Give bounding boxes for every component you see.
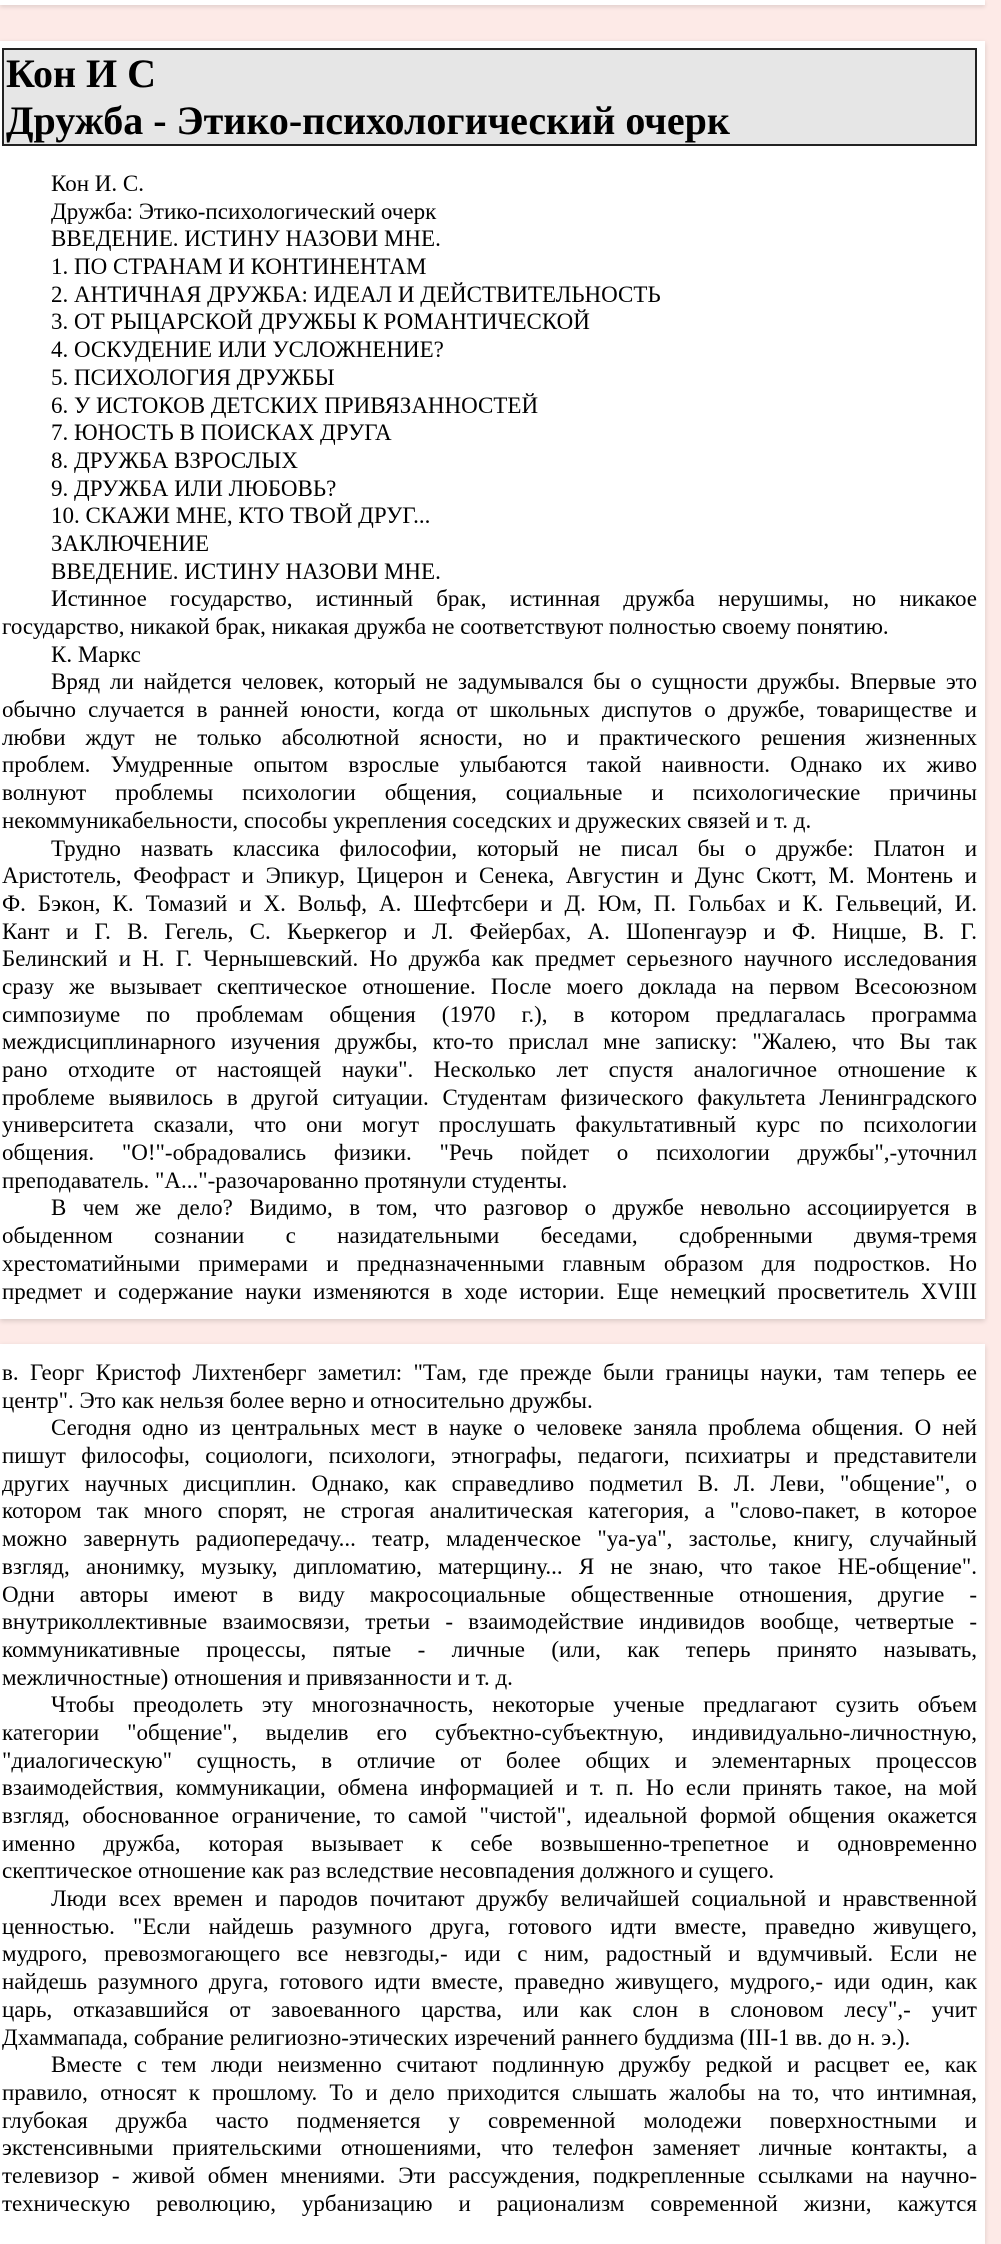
- text-line: экстенсивными приятельскими отношениями, что телефон заменяет личные контакты, а: [2, 2135, 977, 2161]
- text-line: проблеме выявилось в другой ситуации. Студентам физического факультета Ленинградского: [2, 1084, 977, 1110]
- text-line: пишут философы, социологи, психологи, этнографы, педагоги, психиатры и представители: [2, 1443, 977, 1469]
- toc-item: 7. ЮНОСТЬ В ПОИСКАХ ДРУГА: [51, 420, 392, 446]
- text-line: коммуникативные процессы, пятые - личные (или, как теперь принято называть,: [2, 1636, 977, 1662]
- text-line: Истинное государство, истинный брак, истинная дружба нерушимы, но никакое: [51, 586, 977, 612]
- paragraph: [2, 668, 977, 834]
- text-line: "диалогическую" сущность, в отличие от более общих и элементарных процессов: [2, 1747, 977, 1773]
- toc-item: Кон И. С.: [51, 171, 144, 196]
- text-line: найдешь разумного друга, готового идти вместе, праведно живущего, мудрого,- иди один, как: [2, 1969, 977, 1995]
- text-line: Кант и Г. В. Гегель, С. Кьеркегор и Л. Фейербах, А. Шопенгауэр и Ф. Ницше, В. Г.: [2, 918, 977, 944]
- text-content: [2, 1359, 977, 2217]
- paragraph: [2, 1359, 977, 1414]
- text-line: Трудно назвать классика философии, который не писал бы о дружбе: Платон и: [51, 835, 977, 861]
- paragraph: [2, 1194, 977, 1305]
- text-line: Чтобы преодолеть эту многозначность, некоторые ученые предлагают сузить объем: [51, 1692, 977, 1718]
- text-line: котором так много спорят, не строгая аналитическая категория, а "слово-пакет, в которое: [2, 1498, 977, 1524]
- paragraph: [2, 1414, 977, 1691]
- text-line: Сегодня одно из центральных мест в науке о человеке заняла проблема общения. О ней: [51, 1415, 977, 1441]
- text-line: межличностные) отношения и привязанности и т. д.: [2, 1664, 513, 1690]
- text-line: сразу же вызывает скептическое отношение. После моего доклада на первом Всесоюзном: [2, 973, 977, 999]
- text-line: внутриколлективные взаимосвязи, третьи - взаимодействие индивидов вообще, четвертые -: [2, 1609, 977, 1635]
- paragraph: [2, 2051, 977, 2217]
- toc-item: Дружба: Этико-психологический очерк: [51, 198, 437, 224]
- table-of-contents: [2, 170, 977, 585]
- text-line: взгляд, анонимку, музыку, дипломатию, матерщину... Я не знаю, что такое НЕ-общение".: [2, 1553, 977, 1579]
- toc-item: 3. ОТ РЫЦАРСКОЙ ДРУЖБЫ К РОМАНТИЧЕСКОЙ: [51, 309, 590, 335]
- text-line: глубокая дружба часто подменяется у современной молодежи поверхностными и: [2, 2107, 977, 2133]
- text-content: [2, 585, 977, 1305]
- paragraph: [2, 1885, 977, 2051]
- text-line: К. Маркс: [51, 641, 141, 667]
- page-card-2: [0, 1344, 985, 2244]
- text-line: Аристотель, Феофраст и Эпикур, Цицерон и Сенека, Августин и Дунс Скотт, М. Монтень и: [2, 863, 977, 889]
- text-line: хрестоматийными примерами и предназначенными главным образом для подростков. Но: [2, 1250, 977, 1276]
- text-line: можно завернуть радиопередачу... театр, младенческое "уа-уа", застолье, книгу, случайный: [2, 1526, 977, 1552]
- toc-item: 2. АНТИЧНАЯ ДРУЖБА: ИДЕАЛ И ДЕЙСТВИТЕЛЬНОСТЬ: [51, 281, 661, 307]
- page-card-1: [0, 41, 985, 1319]
- text-line: телевизор - живой обмен мнениями. Эти рассуждения, подкрепленные ссылками на научно-: [2, 2162, 977, 2188]
- text-line: скептическое отношение как раз вследствие несовпадения должного и сущего.: [2, 1858, 775, 1884]
- text-line: категории "общение", выделив его субъектно-субъектную, индивидуально-личностную,: [2, 1719, 977, 1745]
- header-title: Дружба - Этико-психологический очерк: [6, 98, 730, 143]
- text-line: в. Георг Кристоф Лихтенберг заметил: "Там, где прежде были границы науки, там теперь ее: [2, 1360, 977, 1385]
- text-line: ценностью. "Если найдешь разумного друга, готового идти вместе, праведно живущего,: [2, 1913, 977, 1939]
- toc-item: 8. ДРУЖБА ВЗРОСЛЫХ: [51, 447, 298, 473]
- toc-item: ЗАКЛЮЧЕНИЕ: [51, 530, 210, 556]
- text-line: любви ждут не только абсолютной ясности, но и практического решения жизненных: [2, 724, 977, 750]
- toc-item: 1. ПО СТРАНАМ И КОНТИНЕНТАМ: [51, 254, 427, 280]
- text-line: царь, отказавшийся от завоеванного царства, или как слон в слоновом лесу",- учит: [2, 1996, 977, 2022]
- toc-item: 10. СКАЖИ МНЕ, КТО ТВОЙ ДРУГ...: [51, 503, 431, 529]
- text-line: правило, относят к прошлому. То и дело приходится слышать жалобы на то, что интимная,: [2, 2079, 977, 2105]
- text-line: междисциплинарного изучения дружбы, кто-то прислал мне записку: "Жалею, что Вы так: [2, 1029, 977, 1055]
- text-line: волнуют проблемы психологии общения, социальные и психологические причины: [2, 780, 977, 806]
- text-line: обыденном сознании с назидательными беседами, сдобренными двумя-тремя: [2, 1223, 977, 1249]
- paragraph: [2, 1691, 977, 1885]
- text-line: Вместе с тем люди неизменно считают подлинную дружбу редкой и расцвет ее, как: [51, 2052, 977, 2078]
- text-line: рано отходите от настоящей науки". Несколько лет спустя аналогичное отношение к: [2, 1057, 977, 1082]
- document-body: [2, 1359, 977, 2217]
- document-body: [2, 170, 977, 1305]
- toc-item: ВВЕДЕНИЕ. ИСТИНУ НАЗОВИ МНЕ.: [51, 226, 441, 252]
- text-line: некоммуникабельности, способы укрепления соседских и дружеских связей и т. д.: [2, 807, 812, 833]
- text-line: Ф. Бэкон, К. Томазий и Х. Вольф, А. Шефтсбери и Д. Юм, П. Гольбах и К. Гельвеций, И.: [2, 890, 977, 916]
- text-line: предмет и содержание науки изменяются в ходе истории. Еще немецкий просветитель XVIII: [2, 1278, 977, 1304]
- paragraph: [2, 585, 977, 640]
- toc-item: 4. ОСКУДЕНИЕ ИЛИ УСЛОЖНЕНИЕ?: [51, 337, 444, 363]
- text-line: техническую революцию, урбанизацию и рационализм современной жизни, кажутся: [2, 2190, 977, 2216]
- text-line: Белинский и Н. Г. Чернышевский. Но дружба как предмет серьезного научного исследования: [2, 946, 977, 972]
- text-line: государство, никакой брак, никакая дружба не соответствуют полностью своему понятию.: [2, 614, 889, 639]
- toc-item: 5. ПСИХОЛОГИЯ ДРУЖБЫ: [51, 364, 335, 390]
- text-line: университета сказали, что они могут прослушать факультативный курс по психологии: [2, 1112, 977, 1138]
- text-line: именно дружба, которая вызывает к себе возвышенно-трепетное и одновременно: [2, 1830, 977, 1856]
- text-line: Люди всех времен и пародов почитают дружбу величайшей социальной и нравственной: [51, 1886, 977, 1912]
- toc-item: 6. У ИСТОКОВ ДЕТСКИХ ПРИВЯЗАННОСТЕЙ: [51, 392, 539, 418]
- text-line: симпозиуме по проблемам общения (1970 г.), в котором предлагалась программа: [2, 1001, 977, 1027]
- paragraph: [2, 641, 977, 669]
- text-line: центр". Это как нельзя более верно и относительно дружбы.: [2, 1387, 593, 1413]
- text-line: взгляд, обоснованное ограничение, то самой "чистой", идеальной формой общения окажется: [2, 1803, 977, 1828]
- text-line: общения. "О!"-обрадовались физики. "Речь пойдет о психологии дружбы",-уточнил: [2, 1140, 977, 1166]
- text-line: взаимодействия, коммуникации, обмена информацией и т. п. Но если принять такое, на мой: [2, 1775, 977, 1801]
- toc-item: ВВЕДЕНИЕ. ИСТИНУ НАЗОВИ МНЕ.: [51, 558, 441, 584]
- text-line: Дхаммапада, собрание религиозно-этических изречений раннего буддизма (III-1 вв. до н. э.).: [2, 2024, 911, 2050]
- text-line: мудрого, превозмогающего все невзгоды,- иди с ним, радостный и вдумчивый. Если не: [2, 1941, 977, 1967]
- document-header: [2, 48, 977, 146]
- text-line: В чем же дело? Видимо, в том, что разговор о дружбе невольно ассоциируется в: [51, 1195, 977, 1221]
- top-bar: [0, 0, 985, 5]
- toc-item: 9. ДРУЖБА ИЛИ ЛЮБОВЬ?: [51, 475, 337, 501]
- text-line: преподаватель. "А..."-разочарованно протянули студенты.: [2, 1167, 568, 1193]
- text-line: других научных дисциплин. Однако, как справедливо подметил В. Л. Леви, "общение", о: [2, 1470, 977, 1496]
- text-line: обычно случается в ранней юности, когда от школьных диспутов о дружбе, товариществе и: [2, 697, 977, 723]
- text-line: Одни авторы имеют в виду макросоциальные общественные отношения, другие -: [2, 1581, 977, 1607]
- text-line: проблем. Умудренные опытом взрослые улыбаются такой наивности. Однако их живо: [2, 752, 977, 778]
- paragraph: [2, 835, 977, 1195]
- header-author: Кон И С: [6, 51, 157, 96]
- text-line: Вряд ли найдется человек, который не задумывался бы о сущности дружбы. Впервые это: [51, 669, 977, 695]
